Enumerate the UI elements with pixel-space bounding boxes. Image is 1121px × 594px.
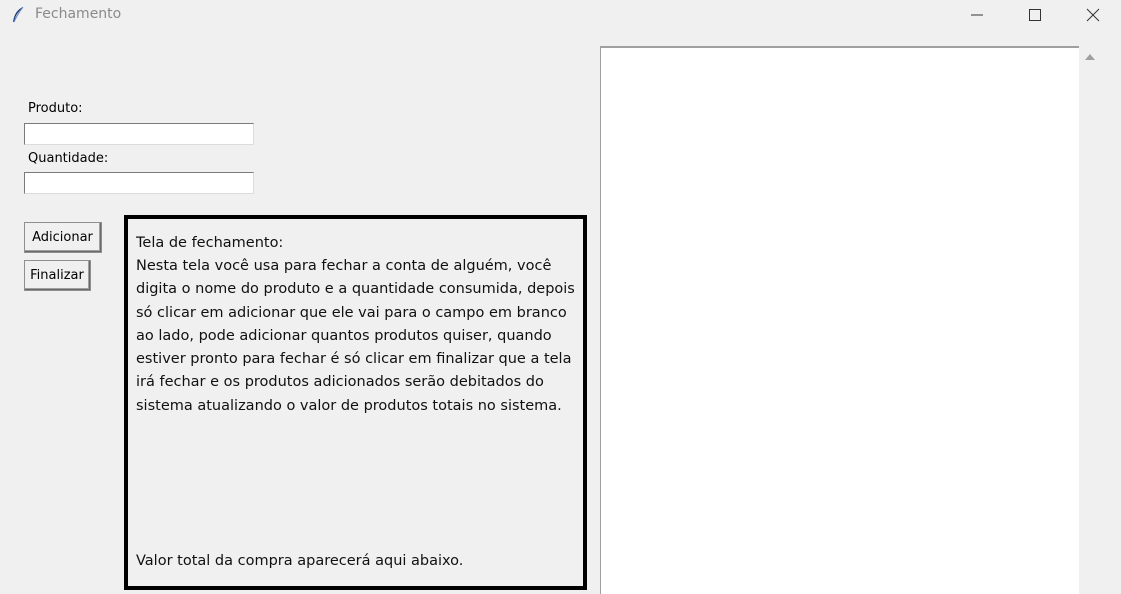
- adicionar-button[interactable]: Adicionar: [24, 222, 102, 253]
- info-panel: [124, 215, 587, 590]
- info-description: Nesta tela você usa para fechar a conta de alguém, você digita o nome do produto e a quantidade consumida, depois só clicar em adicionar que ele vai para o campo em branco ao lado, pode adicionar quantos produtos quiser, quando estiver pronto para fechar é só clicar em finalizar que a tela irá fechar e os produtos adicionados serão debitados do sistema atualizando o valor de produtos totais no sistema.: [136, 258, 575, 414]
- quantidade-label: Quantidade:: [28, 151, 109, 166]
- finalizar-button[interactable]: Finalizar: [24, 260, 91, 291]
- minimize-icon: [970, 8, 984, 22]
- maximize-icon: [1028, 8, 1042, 22]
- scroll-up-arrow-icon[interactable]: [1084, 52, 1096, 62]
- maximize-button[interactable]: [1012, 0, 1058, 30]
- total-value-text: Valor total da compra aparecerá aqui abaixo.: [136, 553, 464, 569]
- minimize-button[interactable]: [954, 0, 1000, 30]
- produto-input[interactable]: [24, 123, 254, 145]
- title-bar[interactable]: [0, 0, 1121, 32]
- close-button[interactable]: [1070, 0, 1116, 30]
- window-title: Fechamento: [35, 6, 122, 22]
- list-scrollbar[interactable]: [1080, 46, 1100, 594]
- feather-icon: [10, 6, 26, 24]
- quantidade-input[interactable]: [24, 172, 254, 194]
- info-title: Tela de fechamento:: [136, 235, 284, 251]
- close-icon: [1086, 8, 1100, 22]
- products-list[interactable]: [600, 46, 1079, 594]
- produto-label: Produto:: [28, 101, 83, 116]
